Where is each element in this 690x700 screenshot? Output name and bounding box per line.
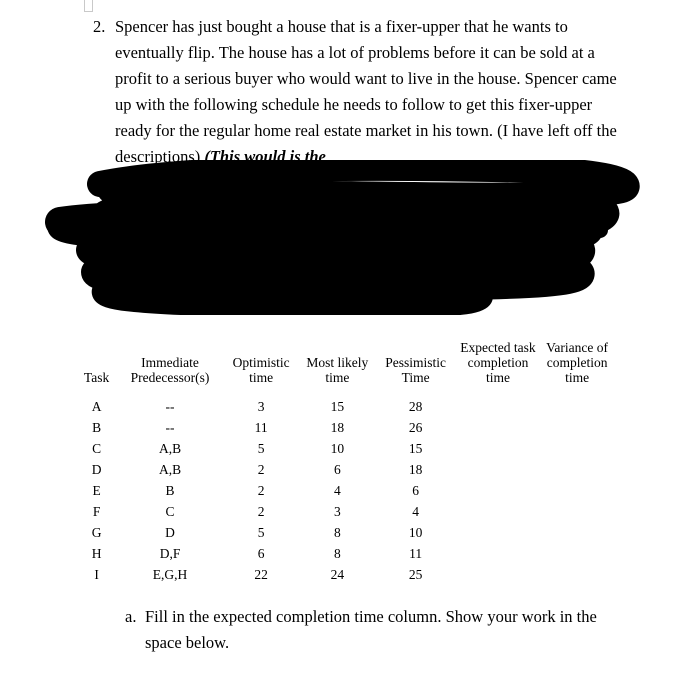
cell-optimistic: 11 [254, 420, 268, 435]
table-row [75, 389, 615, 417]
cell-predecessor: A,B [158, 462, 182, 477]
cell-predecessor: E,G,H [152, 567, 188, 582]
cell-pessimistic: 6 [412, 483, 419, 498]
table-header-row [75, 340, 615, 389]
cell-most-likely: 10 [330, 441, 345, 456]
cell-variance[interactable] [539, 522, 615, 543]
cell-pessimistic: 28 [408, 399, 423, 414]
cell-predecessor: B [165, 483, 175, 498]
cell-pessimistic: 4 [412, 504, 419, 519]
cell-expected[interactable] [457, 564, 539, 585]
cell-pessimistic: 25 [408, 567, 423, 582]
cell-task: E [92, 483, 101, 498]
cell-task: F [92, 504, 101, 519]
cell-predecessor: -- [165, 420, 175, 435]
cell-most-likely: 8 [333, 546, 341, 561]
cell-pessimistic: 26 [408, 420, 423, 435]
cell-expected[interactable] [457, 459, 539, 480]
cell-expected[interactable] [457, 417, 539, 438]
header-most-likely-time: Most likely time [306, 355, 369, 385]
cell-variance[interactable] [539, 417, 615, 438]
redacted-fragment-2: Academic Affairs y [113, 261, 243, 280]
header-task: Task [83, 370, 110, 385]
cell-expected[interactable] [457, 389, 539, 417]
redacted-underlying-text [113, 180, 613, 284]
cell-expected[interactable] [457, 543, 539, 564]
cell-most-likely: 24 [330, 567, 345, 582]
cell-pessimistic: 15 [408, 441, 423, 456]
table-body [75, 389, 615, 585]
cell-most-likely: 18 [330, 420, 345, 435]
subquestion-row [125, 604, 625, 656]
header-immediate-predecessors: Immediate Predecessor(s) [130, 355, 210, 385]
table-row [75, 564, 615, 585]
table-header [75, 340, 615, 389]
cell-task: D [91, 462, 102, 477]
cell-most-likely: 8 [333, 525, 341, 540]
cell-pessimistic: 11 [409, 546, 423, 561]
cell-expected[interactable] [457, 501, 539, 522]
header-variance: Variance of completion time [546, 340, 609, 385]
question-block [93, 14, 618, 170]
cell-pessimistic: 10 [408, 525, 423, 540]
cell-optimistic: 5 [257, 525, 265, 540]
cell-most-likely: 4 [333, 483, 341, 498]
cell-task: I [94, 567, 99, 582]
redacted-fragment-1: file [113, 183, 135, 202]
page-corner-artifact [84, 0, 93, 12]
cell-optimistic: 2 [257, 504, 265, 519]
cell-variance[interactable] [539, 480, 615, 501]
table-row [75, 459, 615, 480]
table-row [75, 417, 615, 438]
pert-table [75, 340, 615, 585]
cell-optimistic: 2 [257, 483, 265, 498]
table-row [75, 480, 615, 501]
header-expected-completion-time: Expected task completion time [460, 340, 536, 385]
cell-variance[interactable] [539, 501, 615, 522]
cell-variance[interactable] [539, 438, 615, 459]
header-optimistic-time: Optimistic time [232, 355, 290, 385]
question-number: 2. [93, 17, 106, 36]
cell-optimistic: 6 [257, 546, 265, 561]
table-row [75, 522, 615, 543]
cell-variance[interactable] [539, 564, 615, 585]
cell-expected[interactable] [457, 522, 539, 543]
cell-optimistic: 2 [257, 462, 265, 477]
cell-variance[interactable] [539, 459, 615, 480]
subquestion-letter: a. [125, 607, 137, 626]
subquestion-text: Fill in the expected completion time column. Show your work in the space below. [145, 607, 597, 652]
subquestion-block [125, 604, 625, 656]
cell-variance[interactable] [539, 543, 615, 564]
cell-task: A [91, 399, 102, 414]
cell-most-likely: 15 [330, 399, 345, 414]
question-body: Spencer has just bought a house that is a fixer-upper that he wants to eventually flip. The house has a lot of problems before it can be sold at a profit to a serious buyer who would want to live in the house. Spencer came up with the following schedule he needs to follow to get this fixer-upper ready for the regular home real estate market in his town. (I have left off the descriptions) [115, 17, 617, 166]
header-pessimistic-time: Pessimistic Time [385, 355, 446, 385]
pert-table-container [75, 340, 615, 585]
cell-pessimistic: 18 [408, 462, 423, 477]
cell-task: H [91, 546, 102, 561]
cell-predecessor: C [165, 504, 175, 519]
table-row [75, 438, 615, 459]
cell-task: G [91, 525, 102, 540]
cell-predecessor: A,B [158, 441, 182, 456]
cell-predecessor: D,F [159, 546, 181, 561]
cell-expected[interactable] [457, 480, 539, 501]
question-row [93, 14, 618, 170]
table-row [75, 501, 615, 522]
cell-variance[interactable] [539, 389, 615, 417]
question-italic-tail: (This would is the [204, 147, 326, 166]
table-row [75, 543, 615, 564]
cell-optimistic: 22 [254, 567, 268, 582]
cell-most-likely: 6 [333, 462, 341, 477]
cell-predecessor: D [165, 525, 175, 540]
cell-predecessor: -- [165, 399, 175, 414]
cell-task: B [92, 420, 102, 435]
cell-task: C [92, 441, 102, 456]
cell-optimistic: 3 [257, 399, 265, 414]
cell-most-likely: 3 [333, 504, 341, 519]
question-text [115, 14, 618, 170]
cell-optimistic: 5 [257, 441, 265, 456]
cell-expected[interactable] [457, 438, 539, 459]
